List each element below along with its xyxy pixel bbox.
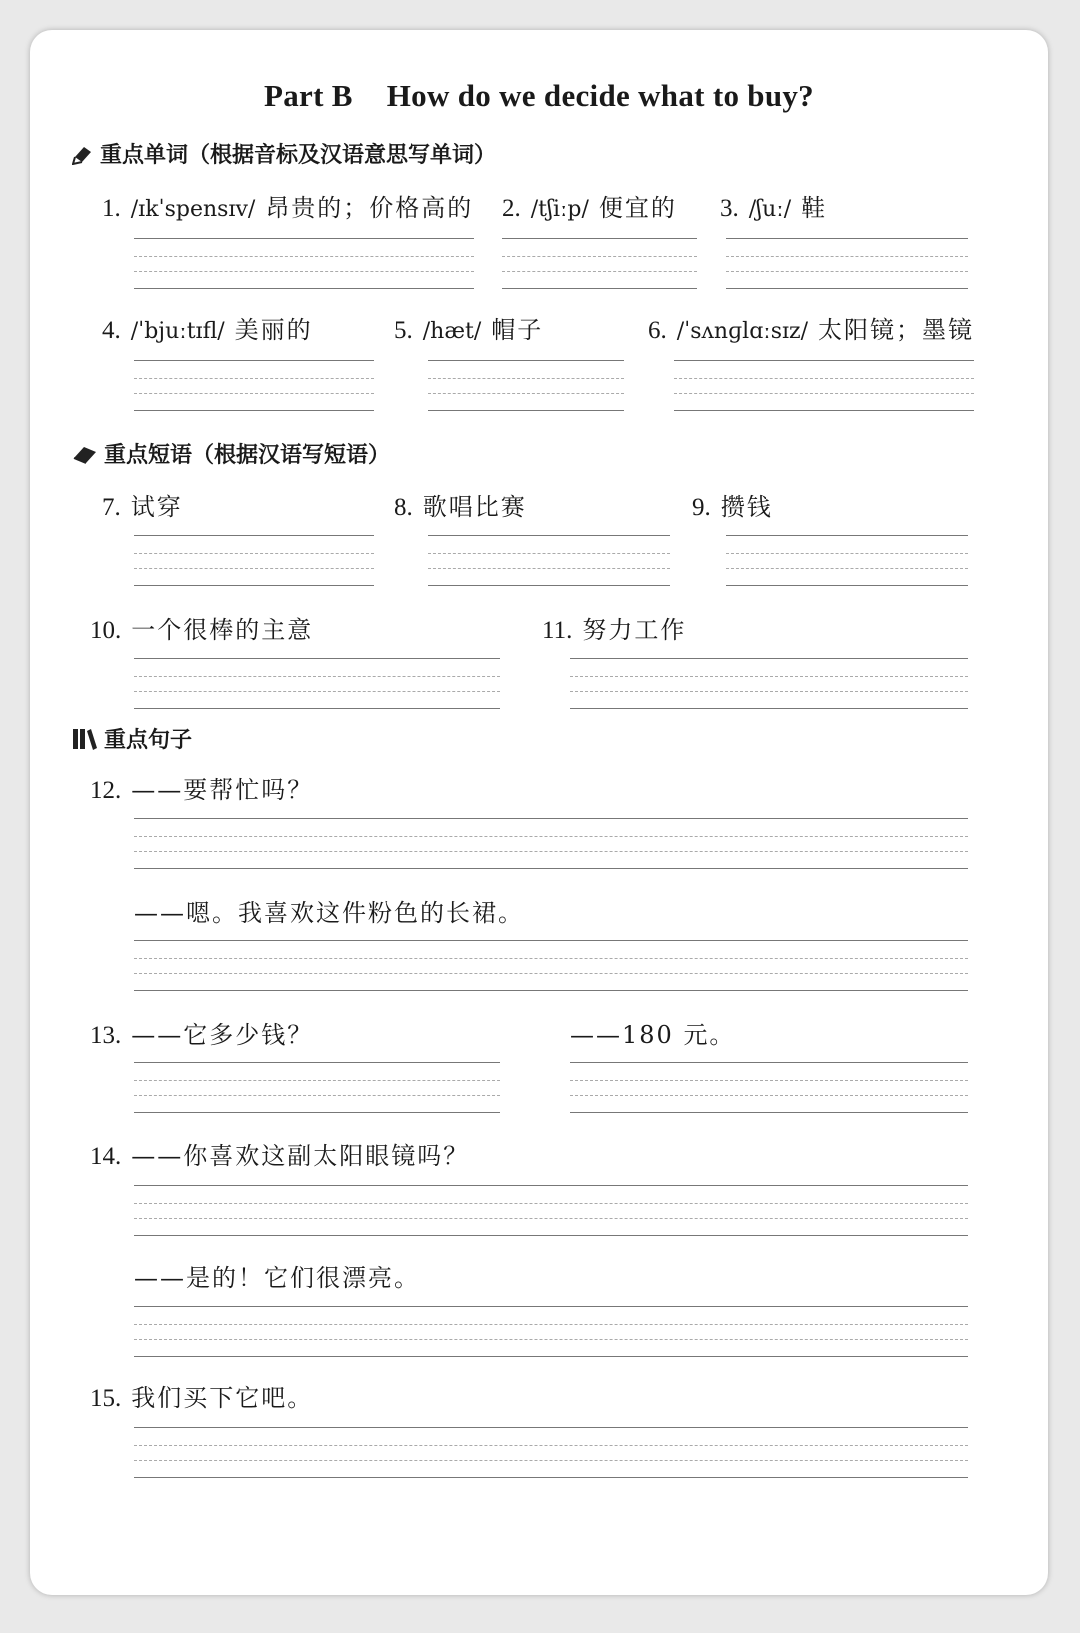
word-3: 3. /ʃuː/ 鞋 [720,194,828,222]
part-label: Part B [264,78,353,113]
word-2: 2. /tʃiːp/ 便宜的 [502,194,677,222]
answer-lines-sentence-15[interactable] [134,1427,968,1477]
section-heading-words: 重点单词（根据音标及汉语意思写单词） [72,138,496,169]
eraser-icon [72,443,98,465]
sentence-12-answer: ——嗯。我喜欢这件粉色的长裙。 [134,899,524,927]
answer-lines-word-4[interactable] [134,360,374,410]
sentence-14-question: 14. ——你喜欢这副太阳眼镜吗？ [90,1142,470,1170]
sentence-13-answer: ——180 元。 [570,1021,736,1049]
phrase-11: 11. 努力工作 [542,616,687,644]
answer-lines-phrase-7[interactable] [134,535,374,585]
answer-lines-word-2[interactable] [502,238,697,288]
answer-lines-sentence-12b[interactable] [134,940,968,990]
answer-lines-word-3[interactable] [726,238,968,288]
books-icon [72,727,98,751]
answer-lines-sentence-14a[interactable] [134,1185,968,1235]
sentence-15: 15. 我们买下它吧。 [90,1384,314,1412]
phrase-10: 10. 一个很棒的主意 [90,616,314,644]
section-heading-sentences: 重点句子 [72,723,192,754]
phrase-9: 9. 攒钱 [692,493,773,521]
worksheet-page [30,30,1048,1595]
answer-lines-sentence-13b[interactable] [570,1062,968,1112]
answer-lines-word-6[interactable] [674,360,974,410]
answer-lines-word-1[interactable] [134,238,474,288]
answer-lines-phrase-11[interactable] [570,658,968,708]
sentence-12-question: 12. ——要帮忙吗？ [90,776,314,804]
answer-lines-phrase-9[interactable] [726,535,968,585]
word-1: 1. /ɪkˈspensɪv/ 昂贵的；价格高的 [102,194,474,222]
word-5: 5. /hæt/ 帽子 [394,316,544,344]
answer-lines-sentence-14b[interactable] [134,1306,968,1356]
sentence-14-answer: ——是的！它们很漂亮。 [134,1264,420,1292]
page-title [30,78,1048,114]
phrase-8: 8. 歌唱比赛 [394,493,527,521]
answer-lines-sentence-13a[interactable] [134,1062,500,1112]
sentence-13-question: 13. ——它多少钱？ [90,1021,314,1049]
answer-lines-phrase-10[interactable] [134,658,500,708]
answer-lines-phrase-8[interactable] [428,535,670,585]
phrase-7: 7. 试穿 [102,493,183,521]
pen-icon [72,143,94,165]
section-heading-phrases: 重点短语（根据汉语写短语） [72,438,390,469]
title-text: How do we decide what to buy? [386,78,814,113]
answer-lines-sentence-12a[interactable] [134,818,968,868]
word-6: 6. /ˈsʌnɡlɑːsɪz/ 太阳镜；墨镜 [648,316,975,344]
answer-lines-word-5[interactable] [428,360,624,410]
word-4: 4. /ˈbjuːtɪfl/ 美丽的 [102,316,313,344]
